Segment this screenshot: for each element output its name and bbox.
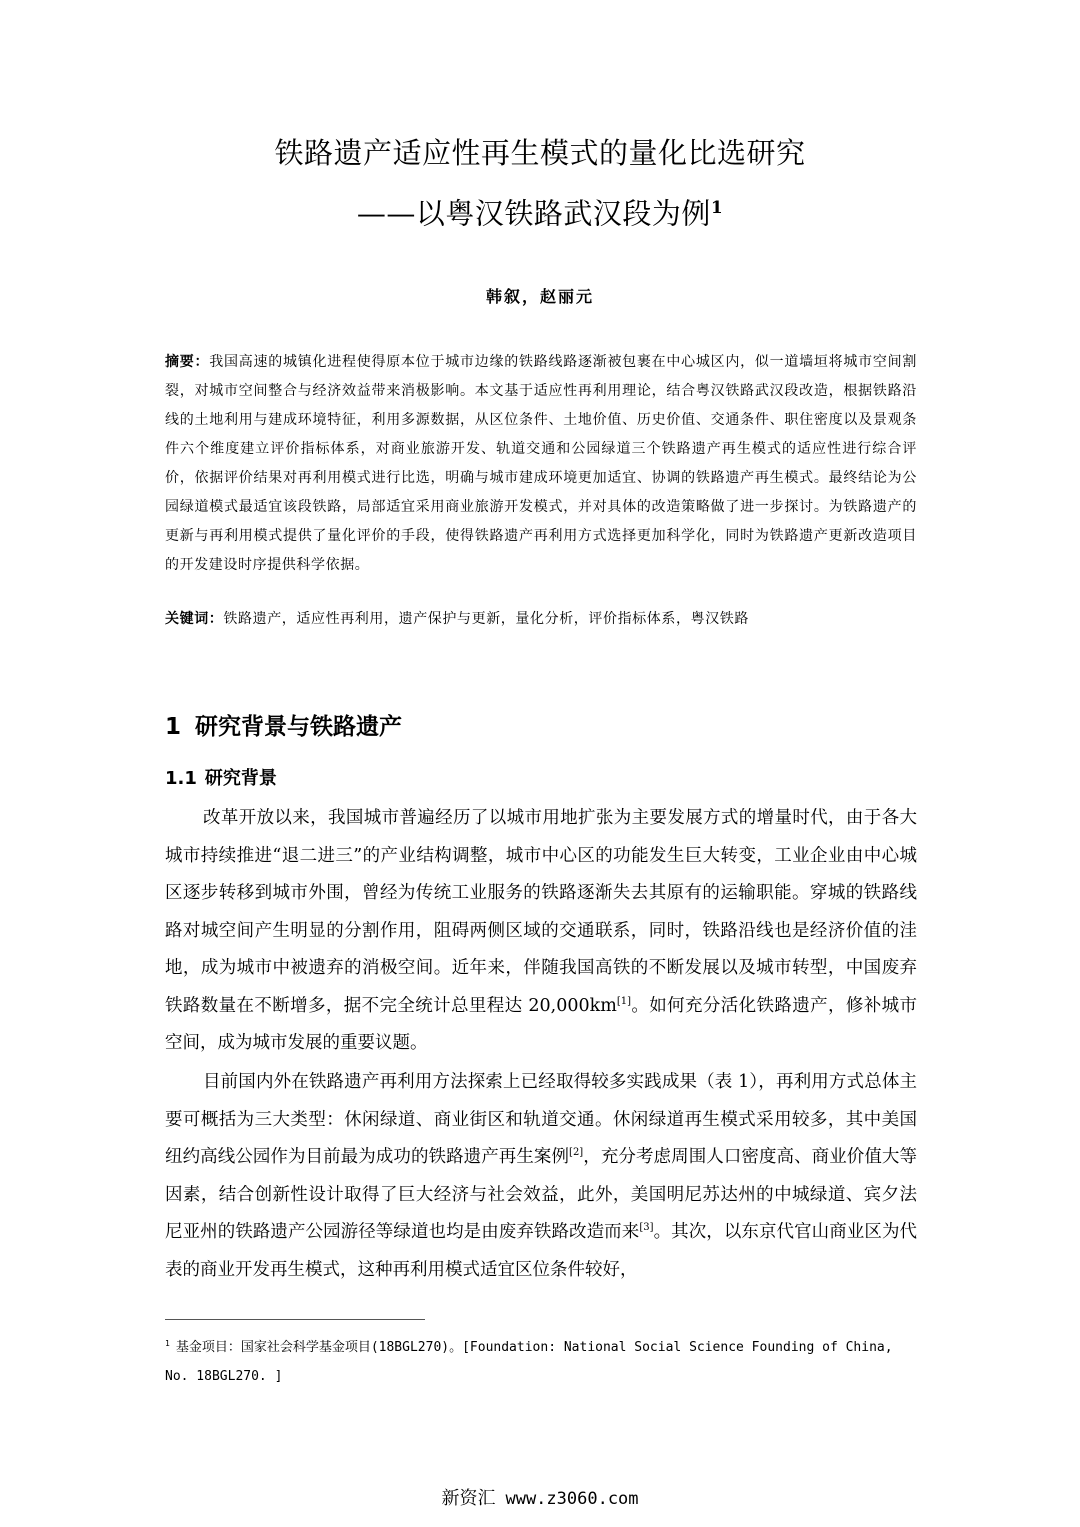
paragraph-text: 。如何充分活化铁路遗产，修补城市空间，成为城市发展的重要议题。 [165,995,917,1053]
citation-ref: [3] [639,1222,654,1234]
citation-ref: [2] [569,1147,584,1159]
body-paragraph-2 [165,1064,917,1289]
abstract [165,348,917,580]
paper-subtitle [0,191,1080,231]
footnote-text: 基金项目：国家社会科学基金项目(18BGL270)。[Foundation: National Social Science Founding of China, No. 18BGL270. ] [165,1340,893,1384]
watermark-brand: 新资汇 [441,1488,496,1509]
paragraph-text: 改革开放以来，我国城市普遍经历了以城市用地扩张为主要发展方式的增量时代，由于各大城市持续推进“退二进三”的产业结构调整，城市中心区的功能发生巨大转变，工业企业由中心城区逐步转移到城市外围，曾经为传统工业服务的铁路逐渐失去其原有的运输职能。穿城的铁路线路对城空间产生明显的分割作用，阻碍两侧区域的交通联系，同时，铁路沿线也是经济价值的洼地，成为城市中被遗弃的消极空间。近年来，伴随我国高铁的不断发展以及城市转型，中国废弃铁路数量在不断增多，据不完全统计总里程达 20,000km [165,808,917,1016]
footnote-divider [165,1319,425,1320]
authors: 韩叙，赵丽元 [485,287,594,306]
watermark-url: www.z3060.com [505,1489,639,1509]
section-number: 1 [165,714,182,740]
keywords-label: 关键词： [165,611,224,627]
footnote-mark: 1 [165,1338,170,1348]
abstract-label: 摘要： [165,354,210,370]
citation-ref: [1] [616,995,632,1007]
title-footnote-mark: 1 [710,198,724,218]
paper-title-line1: 铁路遗产适应性再生模式的量化比选研究 [274,136,806,170]
watermark [0,1484,1080,1510]
section-title: 研究背景与铁路遗产 [195,714,403,740]
abstract-text: 我国高速的城镇化进程使得原本位于城市边缘的铁路线路逐渐被包裹在中心城区内，似一道墙垣将城市空间割裂，对城市空间整合与经济效益带来消极影响。本文基于适应性再利用理论，结合粤汉铁路武汉段改造，根据铁路沿线的土地利用与建成环境特征，利用多源数据，从区位条件、土地价值、历史价值、交通条件、职住密度以及景观条件六个维度建立评价指标体系，对商业旅游开发、轨道交通和公园绿道三个铁路遗产再生模式的适应性进行综合评价，依据评价结果对再利用模式进行比选，明确与城市建成环境更加适宜、协调的铁路遗产再生模式。最终结论为公园绿道模式最适宜该段铁路，局部适宜采用商业旅游开发模式，并对具体的改造策略做了进一步探讨。为铁路遗产的更新与再利用模式提供了量化评价的手段，使得铁路遗产再利用方式选择更加科学化，同时为铁路遗产更新改造项目的开发建设时序提供科学依据。 [165,354,917,573]
footnote [165,1333,917,1391]
body-paragraph-1 [165,800,917,1063]
keywords-text: 铁路遗产，适应性再利用，遗产保护与更新，量化分析，评价指标体系，粤汉铁路 [223,611,750,627]
paragraph-text: ，充分考虑周围人口密度高、商业价值大等因素，结合创新性设计取得了巨大经济与社会效益，此外，美国明尼苏达州的中城绿道、宾夕法尼亚州的铁路遗产公园游径等绿道也均是由废弃铁路改造而来 [165,1147,917,1242]
paragraph-text: 目前国内外在铁路遗产再利用方法探索上已经取得较多实践成果（表 1），再利用方式总体主要可概括为三大类型：休闲绿道、商业街区和轨道交通。休闲绿道再生模式采用较多，其中美国纽约高线公园作为目前最为成功的铁路遗产再生案例 [165,1072,917,1167]
paper-subtitle-text: ——以粤汉铁路武汉段为例 [356,196,711,231]
keywords [165,605,917,634]
subsection-title: 研究背景 [204,768,277,789]
paragraph-text: 。其次，以东京代官山商业区为代表的商业开发再生模式，这种再利用模式适宜区位条件较好， [165,1222,918,1280]
subsection-number: 1.1 [165,768,197,789]
paper-title [0,136,1080,170]
subsection-heading [165,764,277,790]
section-heading [165,708,402,741]
